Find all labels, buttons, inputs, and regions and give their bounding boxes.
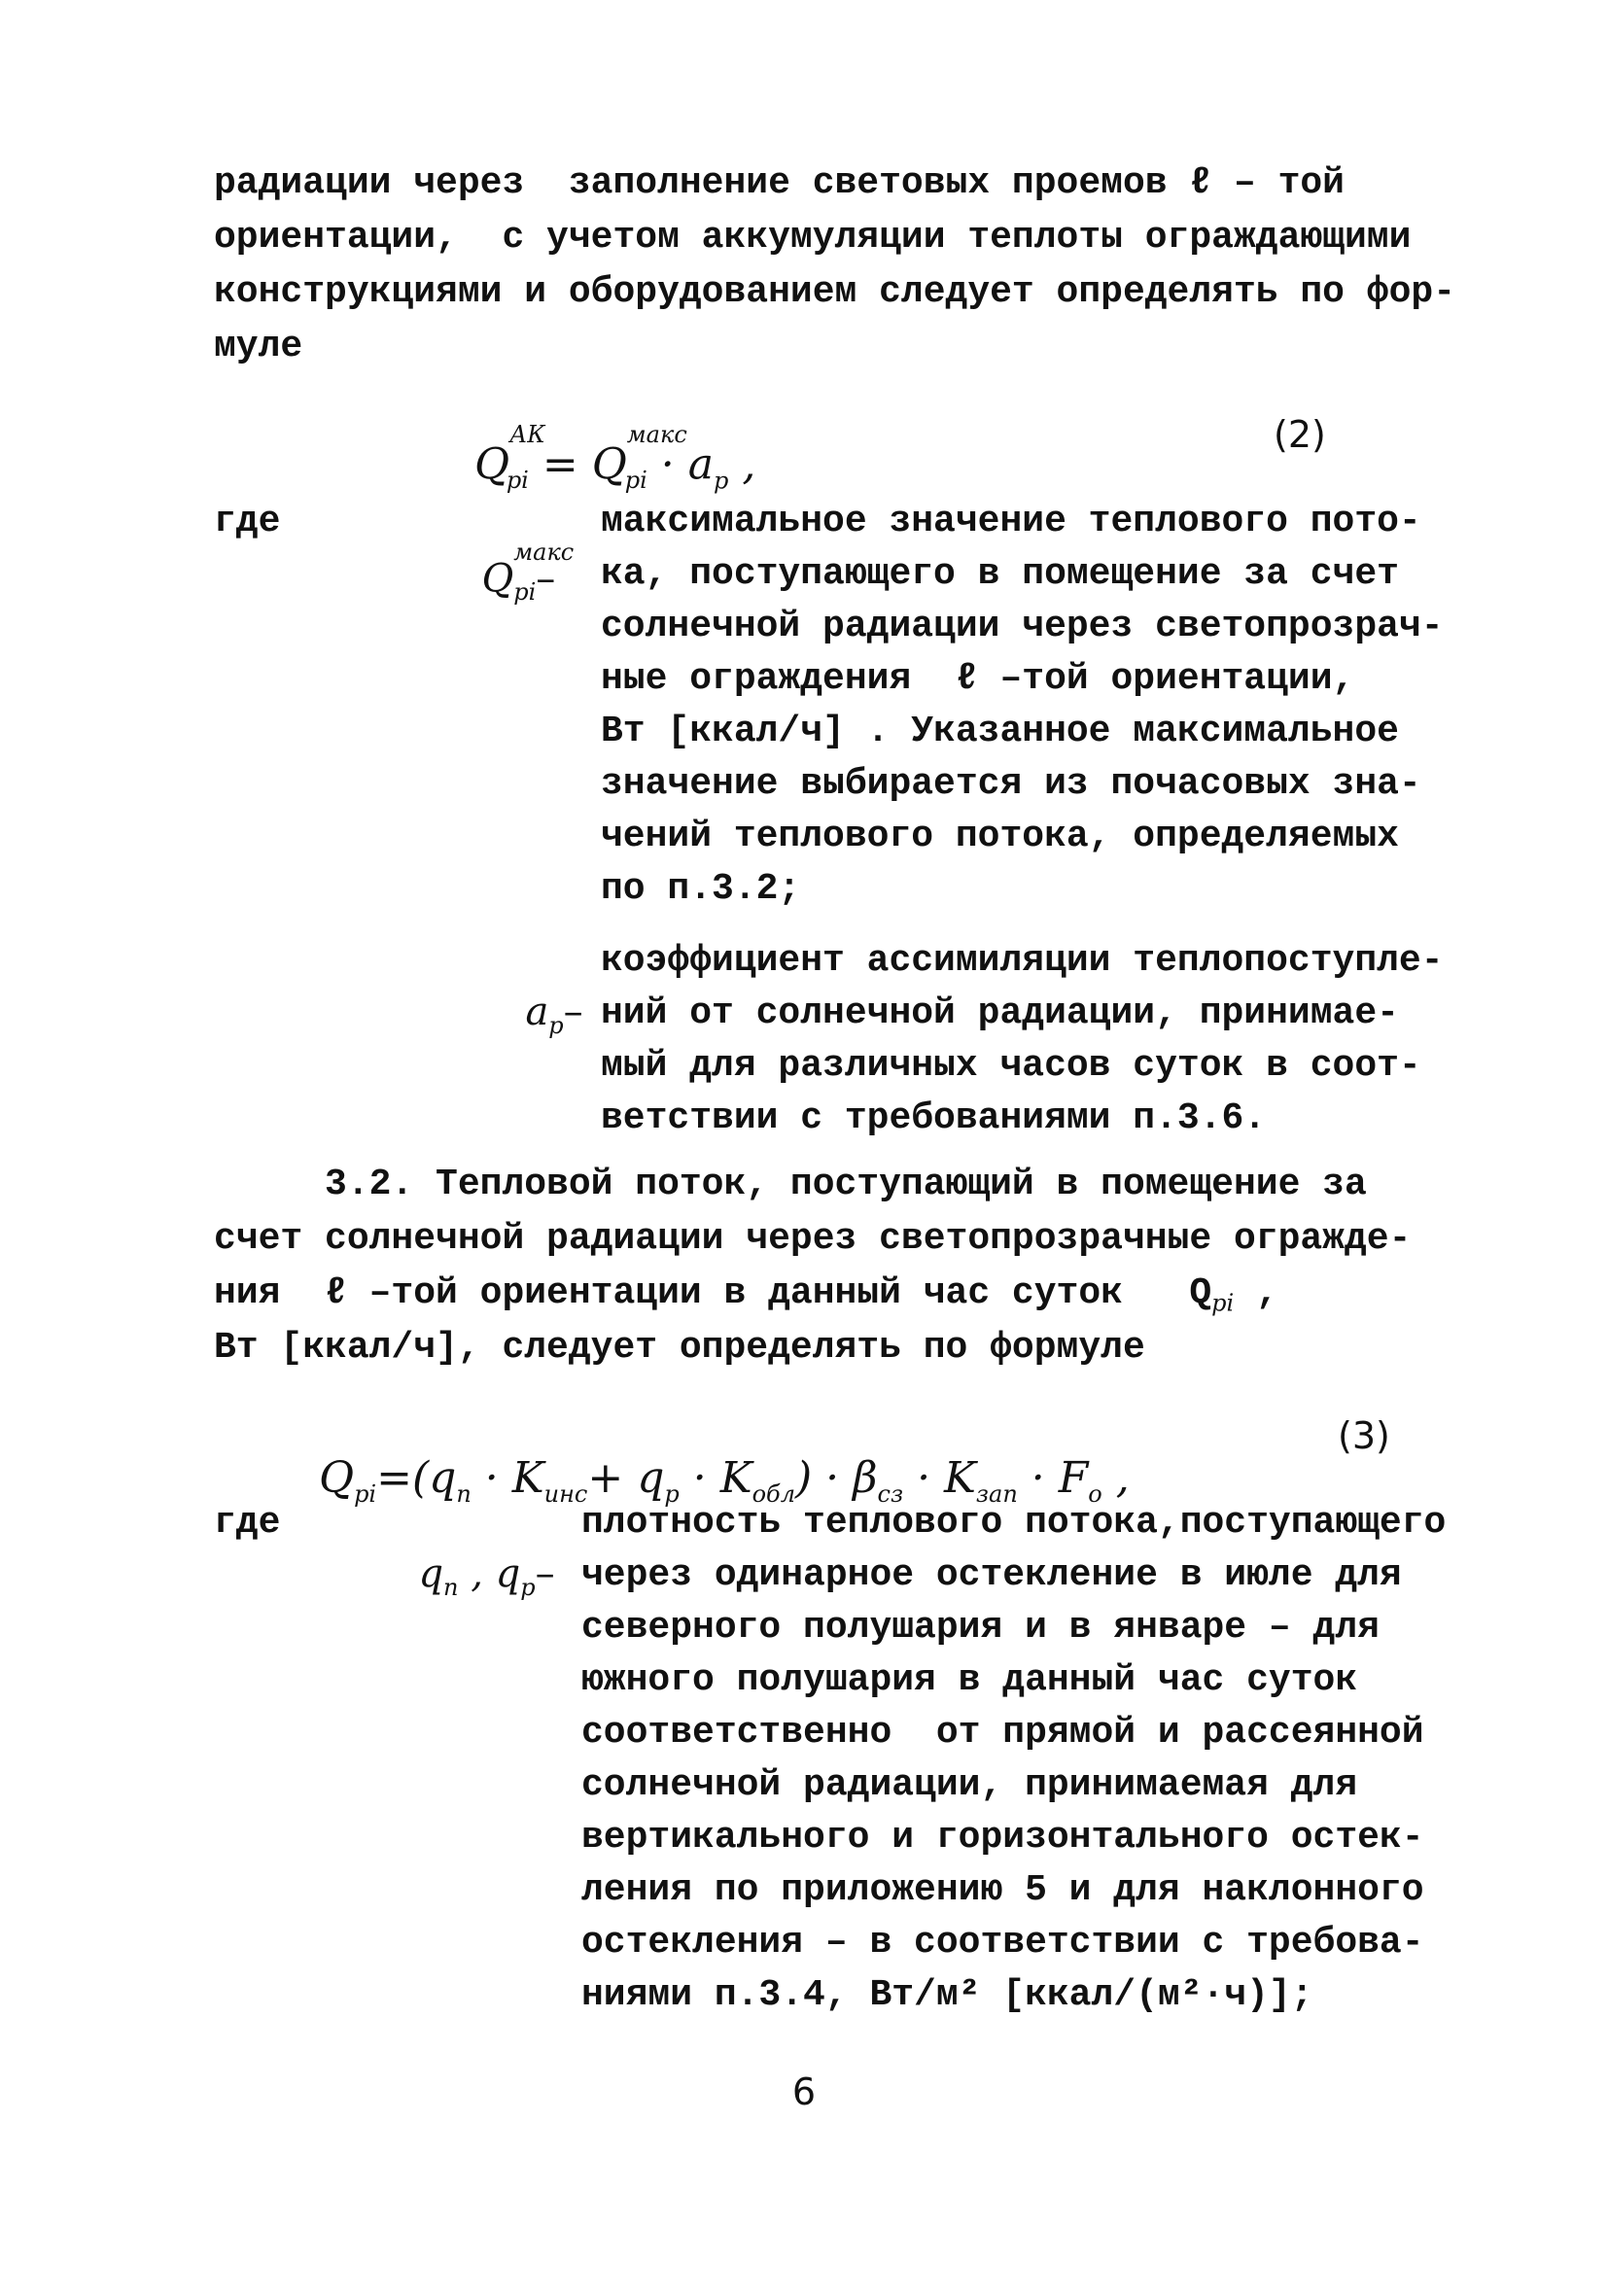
text-line: по п.3.2; [601,868,801,910]
text-line: остекления – в соответствии с требова- [581,1922,1424,1964]
definition-text [581,1497,1446,2022]
page-number: 6 [791,2070,817,2113]
definition-symbol: $a_p-$ [525,990,583,1039]
text-line: радиации через заполнение световых проемов ℓ – той [214,162,1345,204]
definition-text [601,935,1444,1145]
text-line: ниями п.3.4, Вт/м² [ккал/(м²·ч)]; [581,1974,1313,2016]
where-label: где [214,501,281,542]
text-line: муле [214,326,303,367]
text-line: плотность теплового потока,поступающего [581,1502,1447,1544]
text-line: Вт [ккал/ч], следует определять по формуле [214,1327,1145,1369]
text-line: ные ограждения ℓ –той ориентации, [601,658,1355,700]
text-line: чений теплового потока, определяемых [601,816,1399,857]
equation-number: (3) [1338,1414,1390,1457]
text-line: солнечной радиации через светопрозрач- [601,606,1444,647]
text-line: вертикального и горизонтального остек- [581,1817,1424,1859]
text-line: ления по приложению 5 и для наклонного [581,1869,1424,1911]
text-line: максимальное значение теплового пото- [601,501,1421,542]
text-line: южного полушария в данный час суток [581,1659,1358,1701]
text-line: ний от солнечной радиации, принимае- [601,992,1399,1034]
text-line: ния ℓ –той ориентации в данный час суток $Q_{pi}$ , [214,1272,1278,1317]
text-line: счет солнечной радиации через светопрозрачные огражде- [214,1218,1412,1260]
text-line: ориентации, с учетом аккумуляции теплоты ограждающими [214,217,1412,259]
text-line: ветствии с требованиями п.3.6. [601,1097,1267,1139]
text-line: значение выбирается из почасовых зна- [601,763,1421,805]
text-line: соответственно от прямой и рассеянной [581,1712,1424,1754]
definition-text [601,496,1444,916]
formula-2: $Q^{АК}_{pi} = Q^{макс}_{pi} \cdot a_p$ , [473,421,756,495]
text-line: через одинарное остекление в июле для [581,1554,1402,1596]
where-label: где [214,1502,281,1544]
text-line: коэффициент ассимиляции теплопоступле- [601,940,1444,982]
definition-symbol: $Q^{макс}_{pi}-$ [481,539,575,607]
definition-symbol: $q_п$ , $q_p-$ [418,1551,555,1601]
text-line: ка, поступающего в помещение за счет [601,553,1399,595]
text-line: северного полушария и в январе – для [581,1607,1380,1649]
text-line: мый для различных часов суток в соот- [601,1045,1421,1087]
equation-number: (2) [1274,413,1326,456]
text-line: 3.2. Тепловой поток, поступающий в помещение за [214,1164,1367,1205]
formula-3: $Q_{pi}=(q_п \cdot K_{инс}+ q_p \cdot K_{обл}) \cdot \beta_{сз} \cdot K_{зап} \cdot F_o$ , [318,1453,1130,1508]
text-line: солнечной радиации, принимаемая для [581,1764,1358,1806]
text-line: конструкциями и оборудованием следует определять по фор- [214,271,1456,313]
text-line: Вт [ккал/ч] . Указанное максимальное [601,711,1399,752]
